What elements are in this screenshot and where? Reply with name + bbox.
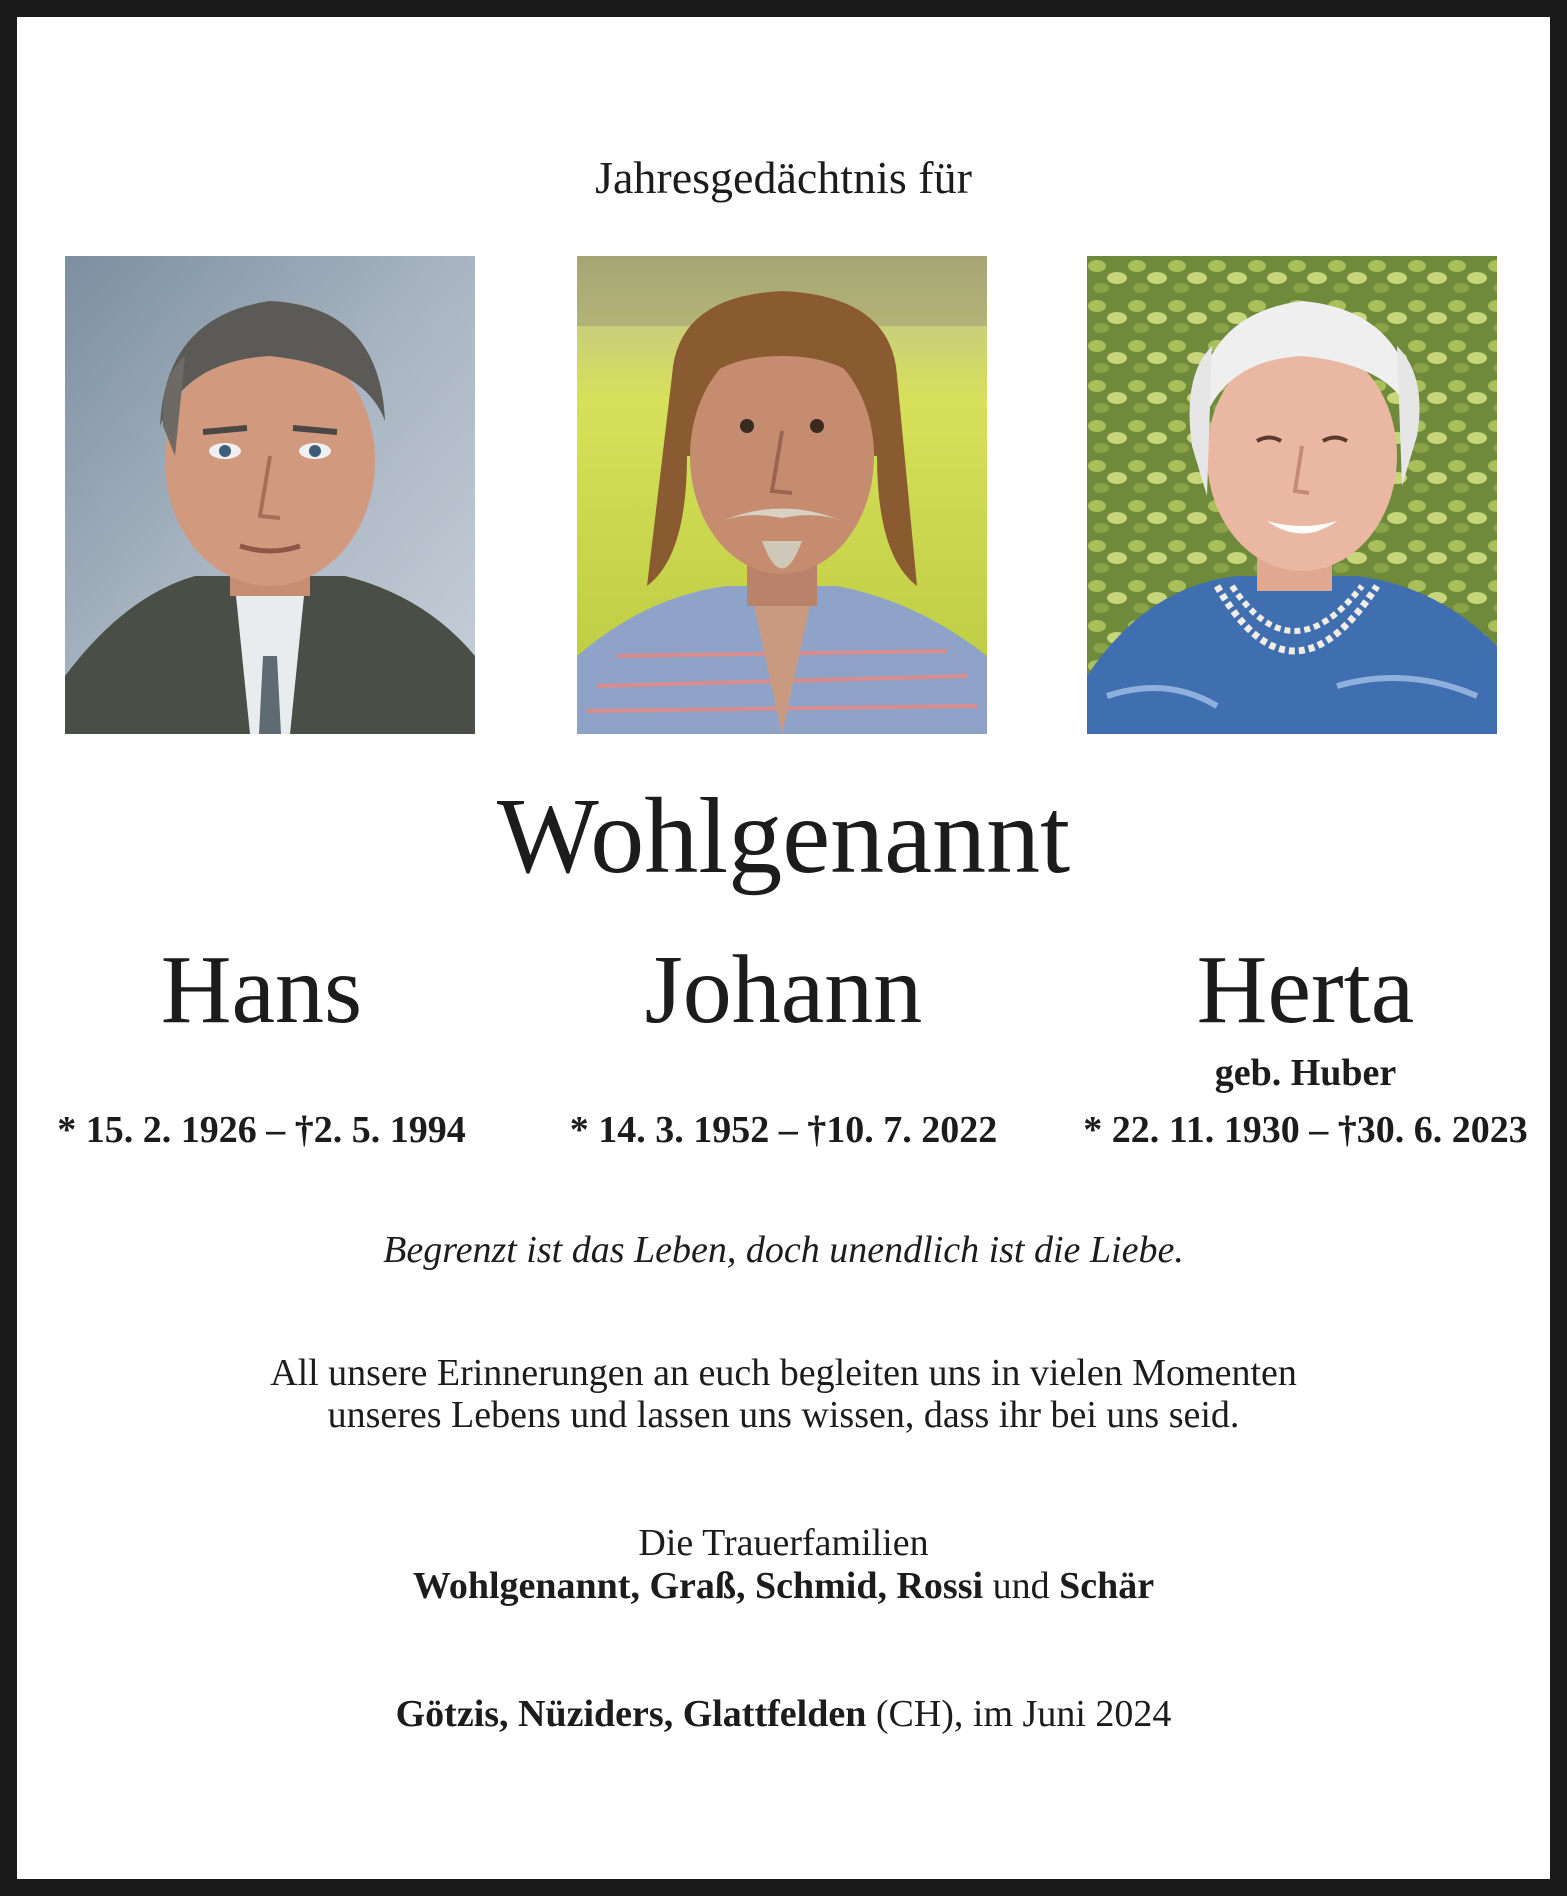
first-name-johann: Johann: [644, 936, 923, 1044]
death-mark: †: [1337, 1109, 1357, 1151]
place-and-date: [0, 1690, 1567, 1738]
message-line-2: unseres Lebens und lassen uns wissen, dass ihr bei uns seid.: [327, 1394, 1240, 1436]
portrait-photo-herta: [1087, 256, 1497, 734]
birth-mark: *: [1083, 1109, 1103, 1151]
date-separator: –: [1309, 1109, 1329, 1151]
maiden-name-herta: geb. Huber: [1214, 1052, 1397, 1094]
birth-date: 22. 11. 1930: [1111, 1109, 1300, 1151]
life-dates-hans: [0, 1105, 523, 1155]
date-separator: –: [778, 1109, 798, 1151]
first-name-herta: Herta: [1196, 936, 1415, 1044]
family-surname: Wohlgenannt: [496, 777, 1071, 896]
portrait-photo-hans: [65, 256, 475, 734]
life-dates-herta: [1044, 1105, 1567, 1155]
family-names: Wohlgenannt, Graß, Schmid, Rossi: [412, 1565, 984, 1607]
death-date: 10. 7. 2022: [826, 1109, 998, 1151]
signature-intro: Die Trauerfamilien: [638, 1522, 929, 1564]
memorial-motto: Begrenzt ist das Leben, doch unendlich ist die Liebe.: [383, 1229, 1184, 1271]
first-name-hans: Hans: [160, 936, 363, 1044]
death-mark: †: [294, 1109, 314, 1151]
last-family-name: Schär: [1059, 1565, 1155, 1607]
date-separator: –: [266, 1109, 286, 1151]
notice-heading: Jahresgedächtnis für: [595, 152, 972, 203]
life-dates-johann: [522, 1105, 1045, 1155]
birth-mark: *: [569, 1109, 589, 1151]
towns: Götzis, Nüziders, Glattfelden: [395, 1693, 867, 1735]
message-line-1: All unsere Erinnerungen an euch begleiten uns in vielen Momenten: [270, 1352, 1297, 1394]
conjunction: und: [992, 1565, 1050, 1607]
birth-date: 15. 2. 1926: [85, 1109, 257, 1151]
country-and-date: (CH), im Juni 2024: [875, 1693, 1172, 1735]
death-date: 30. 6. 2023: [1356, 1109, 1528, 1151]
portrait-photo-johann: [577, 256, 987, 734]
signature-families: [0, 1562, 1567, 1610]
birth-mark: *: [57, 1109, 77, 1151]
death-mark: †: [807, 1109, 827, 1151]
death-date: 2. 5. 1994: [313, 1109, 466, 1151]
birth-date: 14. 3. 1952: [598, 1109, 770, 1151]
memorial-message: [0, 1352, 1567, 1436]
